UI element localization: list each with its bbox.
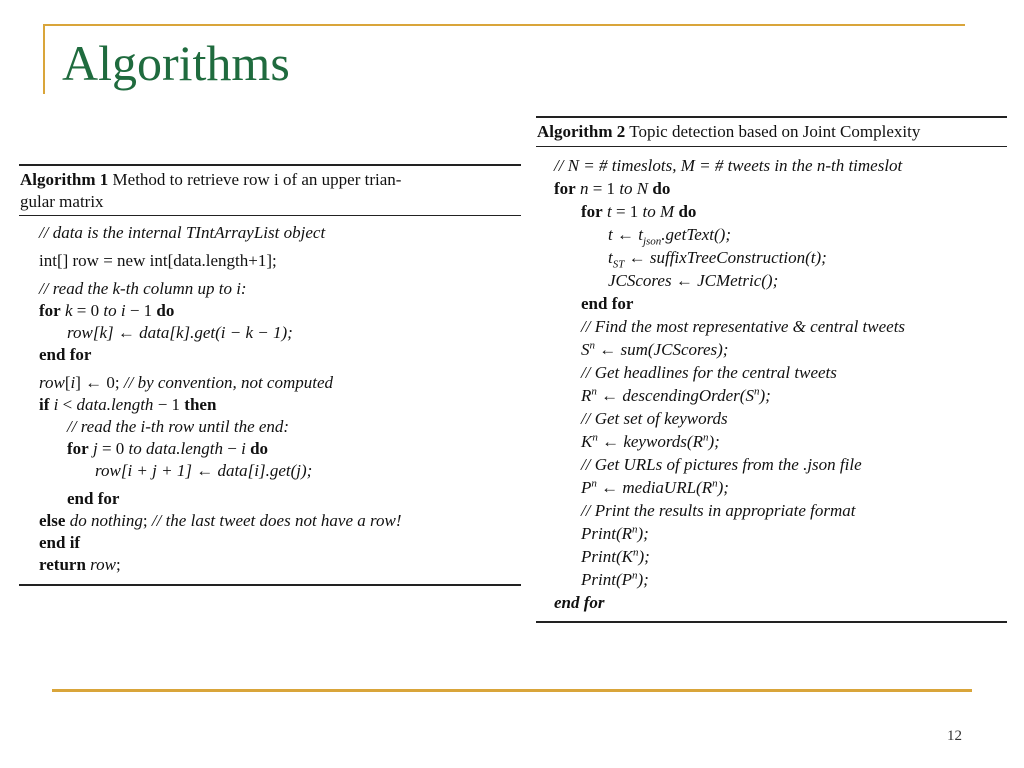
alg2-line: // Print the results in appropriate format bbox=[581, 501, 856, 520]
alg1-line: // read the i-th row until the end: bbox=[67, 417, 290, 436]
algorithm-2-box bbox=[536, 116, 1007, 623]
alg2-line: JCScores ← JCMetric(); bbox=[608, 271, 779, 290]
alg1-line: else do nothing; // the last tweet does not have a row! bbox=[39, 511, 402, 530]
alg2-line: $t_{ST}$ ← suffixTreeConstruction(t); bbox=[608, 248, 827, 271]
alg1-bottom-rule bbox=[19, 584, 521, 586]
alg2-line: $R^n$ ← $descendingOrder(S^n)$; bbox=[581, 385, 771, 405]
alg2-caption-text: Topic detection based on Joint Complexity bbox=[629, 121, 921, 141]
alg1-line: end for bbox=[67, 489, 120, 508]
alg2-line: // N = # timeslots, M = # tweets in the n-th timeslot bbox=[554, 156, 903, 175]
alg2-body bbox=[536, 147, 1007, 621]
alg2-line: $K^n$ ← $keywords(R^n)$; bbox=[581, 431, 720, 451]
alg1-body bbox=[19, 216, 521, 584]
alg1-line: for k = 0 to i − 1 do bbox=[39, 301, 175, 320]
slide-title: Algorithms bbox=[62, 35, 290, 91]
alg2-line: $Print(R^n)$; bbox=[581, 523, 649, 543]
alg2-line: end for bbox=[554, 593, 605, 612]
alg2-line: // Get URLs of pictures from the .json file bbox=[581, 455, 862, 474]
alg1-line: row[k] ← data[k].get(i − k − 1); bbox=[67, 323, 293, 342]
alg2-label: Algorithm 2 bbox=[537, 121, 626, 141]
alg2-line: $Print(P^n)$; bbox=[581, 569, 649, 589]
alg1-line: for j = 0 to data.length − i do bbox=[67, 439, 269, 458]
alg2-caption bbox=[536, 118, 1007, 146]
alg1-line: end if bbox=[39, 533, 81, 552]
title-accent-bar bbox=[43, 24, 45, 94]
alg1-line: int[] row = new int[data.length+1]; bbox=[39, 251, 277, 270]
alg2-bottom-rule bbox=[536, 621, 1007, 623]
alg2-line: for n = 1 to N do bbox=[554, 179, 671, 198]
alg2-line: for t = 1 to M do bbox=[581, 202, 697, 221]
alg1-line: // read the k-th column up to i: bbox=[39, 279, 247, 298]
page-number: 12 bbox=[947, 728, 962, 744]
alg1-label: Algorithm 1 bbox=[20, 169, 109, 189]
alg2-line: // Get set of keywords bbox=[581, 409, 728, 428]
alg2-line: $Print(K^n)$; bbox=[581, 546, 650, 566]
algorithm-1-box bbox=[19, 164, 521, 586]
top-accent-rule bbox=[43, 24, 965, 26]
alg2-line: end for bbox=[581, 294, 634, 313]
alg2-line: $S^n$ ← sum(JCScores); bbox=[581, 339, 729, 359]
alg1-caption bbox=[19, 166, 521, 215]
alg1-line: // data is the internal TIntArrayList object bbox=[39, 223, 326, 242]
alg1-line: end for bbox=[39, 345, 92, 364]
alg2-line: t ← $t_{json}.getText()$; bbox=[608, 225, 732, 248]
alg2-line: // Get headlines for the central tweets bbox=[581, 363, 837, 382]
alg1-line: if i < data.length − 1 then bbox=[39, 395, 217, 414]
alg1-caption-line1: Method to retrieve row i of an upper trian- bbox=[112, 169, 402, 189]
alg2-line: // Find the most representative & central tweets bbox=[581, 317, 906, 336]
alg1-line: return row; bbox=[39, 555, 121, 574]
alg1-caption-line2: gular matrix bbox=[20, 191, 104, 211]
alg1-line: row[i + j + 1] ← data[i].get(j); bbox=[95, 461, 313, 480]
alg2-line: $P^n$ ← $mediaURL(R^n)$; bbox=[581, 477, 729, 497]
alg1-line: row[i] ← 0; // by convention, not computed bbox=[39, 373, 334, 392]
bottom-accent-rule bbox=[52, 689, 972, 692]
